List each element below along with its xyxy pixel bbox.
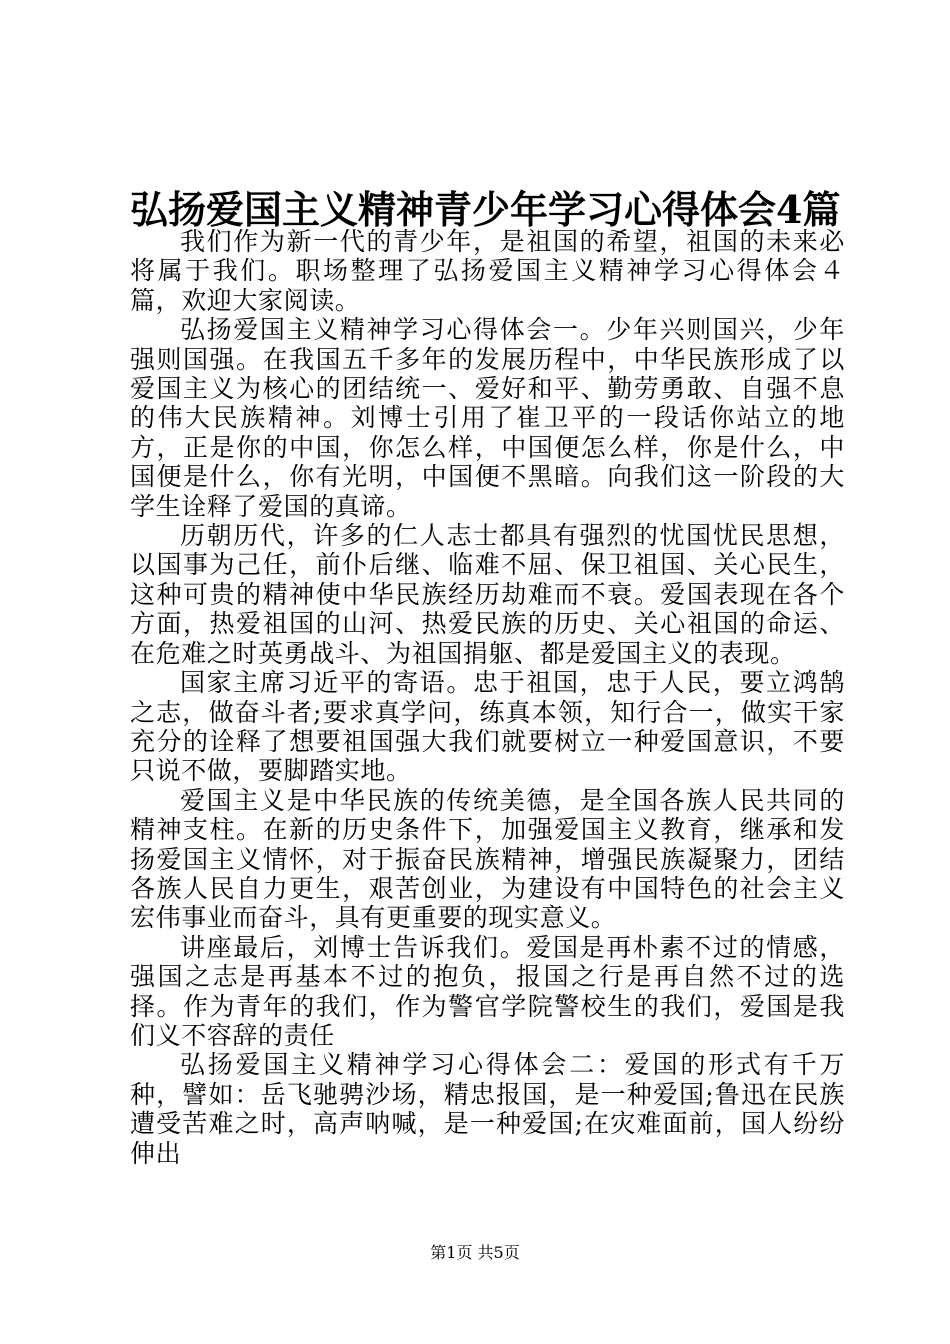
document-body <box>130 227 845 1168</box>
page-number-footer: 第1页 共5页 <box>430 1243 520 1262</box>
paragraph-history: 历朝历代，许多的仁人志士都具有强烈的忧国忧民思想，以国事为己任，前仆后继、临难不屈、保卫祖国、关心民生，这种可贵的精神使中华民族经历劫难而不衰。爱国表现在各个方面，热爱祖国的山河、热爱民族的历史、关心祖国的命运、在危难之时英勇战斗、为祖国捐躯、都是爱国主义的表现。 <box>130 521 845 668</box>
paragraph-traditional-virtue: 爱国主义是中华民族的传统美德，是全国各族人民共同的精神支柱。在新的历史条件下，加强爱国主义教育，继承和发扬爱国主义情怀，对于振奋民族精神，增强民族凝聚力，团结各族人民自力更生，艰苦创业，为建设有中国特色的社会主义宏伟事业而奋斗，具有更重要的现实意义。 <box>130 785 845 933</box>
paragraph-essay-two: 弘扬爱国主义精神学习心得体会二：爱国的形式有千万种，譬如：岳飞驰骋沙场，精忠报国，是一种爱国;鲁迅在民族遭受苦难之时，高声呐喊，是一种爱国;在灾难面前，国人纷纷伸出 <box>130 1050 845 1168</box>
paragraph-intro: 我们作为新一代的青少年，是祖国的希望，祖国的未来必将属于我们。职场整理了弘扬爱国主义精神学习心得体会４篇，欢迎大家阅读。 <box>130 227 845 315</box>
document-title: 弘扬爱国主义精神青少年学习心得体会4篇 <box>130 187 841 232</box>
paragraph-essay-one: 弘扬爱国主义精神学习心得体会一。少年兴则国兴，少年强则国强。在我国五千多年的发展历程中，中华民族形成了以爱国主义为核心的团结统一、爱好和平、勤劳勇敢、自强不息的伟大民族精神。刘博士引用了崔卫平的一段话你站立的地方，正是你的中国，你怎么样，中国便怎么样，你是什么，中国便是什么，你有光明，中国便不黑暗。向我们这一阶段的大学生诠释了爱国的真谛。 <box>130 315 845 521</box>
paragraph-lecture-conclusion: 讲座最后，刘博士告诉我们。爱国是再朴素不过的情感，强国之志是再基本不过的抱负，报国之行是再自然不过的选择。作为青年的我们，作为警官学院警校生的我们，爱国是我们义不容辞的责任 <box>130 932 845 1050</box>
paragraph-president-message: 国家主席习近平的寄语。忠于祖国，忠于人民，要立鸿鹄之志，做奋斗者;要求真学问，练真本领，知行合一，做实干家充分的诠释了想要祖国强大我们就要树立一种爱国意识，不要只说不做，要脚踏实地。 <box>130 668 845 786</box>
